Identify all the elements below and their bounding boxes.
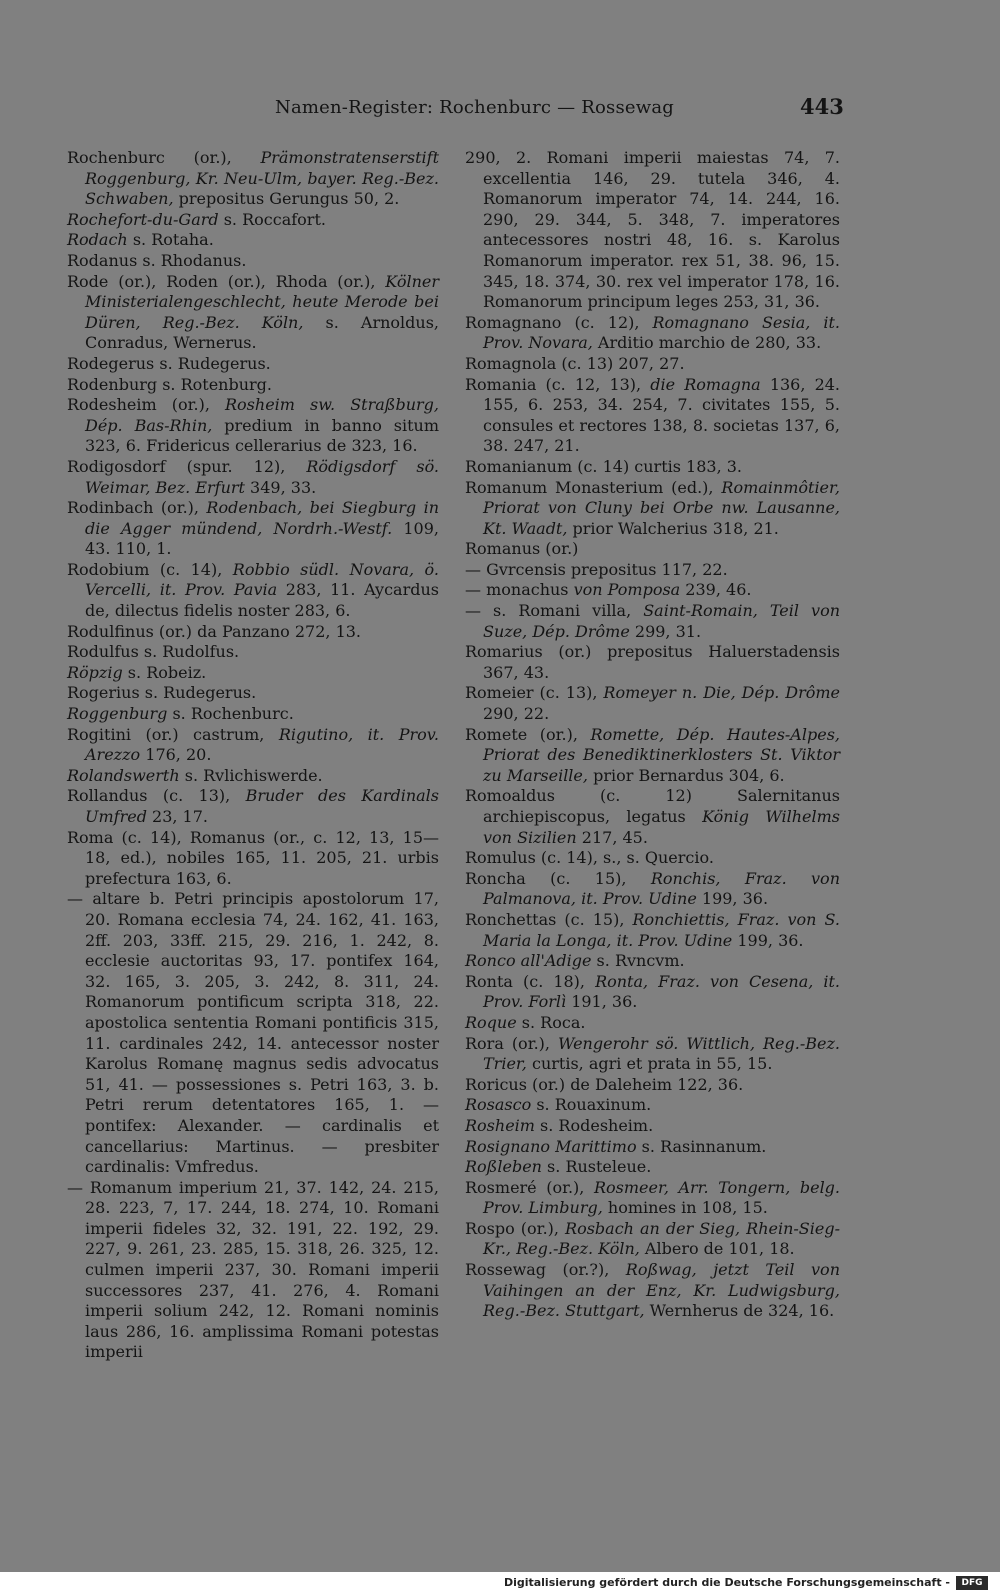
entry-gloss: Roßleben — [465, 1157, 542, 1177]
entry-text: Romeier (c. 13), — [465, 683, 604, 703]
entry-gloss: Ronchis, Fraz. von Palmanova, it. Prov. Udine — [483, 868, 840, 909]
entry-text: Rode (or.), Roden (or.), Rhoda (or.), — [67, 271, 386, 291]
index-entry — [465, 683, 840, 724]
index-entry — [465, 560, 840, 581]
entry-text: s. Rvlichiswerde. — [179, 765, 323, 785]
index-entry — [67, 663, 439, 684]
index-entry — [465, 1260, 840, 1322]
index-entry — [67, 683, 439, 704]
entry-gloss: Rodach — [67, 230, 128, 250]
index-entry — [465, 601, 840, 642]
index-entry — [465, 786, 840, 848]
entry-gloss: Romeyer n. Die, Dép. Drôme — [603, 683, 840, 703]
entry-gloss: Romainmôtier, Priorat von Cluny bei Orbe nw. Lausanne, Kt. Waadt, — [483, 477, 840, 538]
index-entry — [67, 498, 439, 560]
entry-text: 283, 11. Aycardus de, dilectus fidelis noster 283, 6. — [85, 580, 440, 621]
index-entry — [465, 1075, 840, 1096]
page-header — [0, 94, 1000, 127]
index-entry — [465, 354, 840, 375]
entry-text: s. Rochenburc. — [167, 704, 294, 724]
entry-text: Roma (c. 14), Romanus (or., c. 12, 13, 15—18, ed.), nobiles 165, 11. 205, 21. urbis prefectura 163, 6. — [67, 827, 439, 888]
index-entry — [465, 313, 840, 354]
entry-text: Rodinbach (or.), — [67, 498, 207, 518]
entry-text: Rogitini (or.) castrum, — [67, 724, 279, 744]
entry-gloss: die Romagna — [650, 374, 761, 394]
entry-text: 176, 20. — [140, 745, 212, 765]
entry-text: s. Rodesheim. — [534, 1115, 654, 1135]
index-entry — [67, 395, 439, 457]
entry-text: s. Rotaha. — [127, 230, 214, 250]
entry-gloss: Rosmeer, Arr. Tongern, belg. Prov. Limburg, — [483, 1177, 841, 1218]
entry-text: Rodulfinus (or.) da Panzano 272, 13. — [67, 621, 362, 641]
entry-text: Romanianum (c. 14) curtis 183, 3. — [465, 456, 743, 476]
index-entry — [67, 230, 439, 251]
index-entry — [465, 148, 840, 313]
index-entry — [465, 642, 840, 683]
entry-text: Romulus (c. 14), s., s. Quercio. — [465, 848, 714, 868]
entry-text: Albero de 101, 18. — [639, 1239, 795, 1259]
entry-text: Wernherus de 324, 16. — [644, 1301, 835, 1321]
index-entry — [465, 539, 840, 560]
entry-text: Romania (c. 12, 13), — [465, 374, 651, 394]
entry-text: 290, 22. — [483, 704, 550, 724]
entry-text: prepositus Gerungus 50, 2. — [173, 189, 400, 209]
entry-gloss: Röpzig — [67, 662, 123, 682]
entry-text: — s. Romani villa, — [465, 601, 644, 621]
entry-text: s. Roca. — [516, 1012, 586, 1032]
index-entry — [465, 1178, 840, 1219]
entry-text: s. Robeiz. — [122, 662, 207, 682]
entry-text: Romagnola (c. 13) 207, 27. — [465, 353, 685, 373]
entry-text: s. Rusteleue. — [541, 1157, 652, 1177]
entry-text: 217, 45. — [576, 827, 648, 847]
entry-text: 199, 36. — [732, 930, 804, 950]
funding-credit: Digitalisierung gefördert durch die Deutsche Forschungsgemeinschaft - — [503, 1576, 950, 1589]
entry-text: Rodanus s. Rhodanus. — [67, 250, 247, 270]
entry-text: Rora (or.), — [465, 1033, 558, 1053]
index-entry — [465, 1095, 840, 1116]
index-entry — [67, 1178, 439, 1363]
index-entry — [465, 951, 840, 972]
index-entry — [465, 580, 840, 601]
index-entry — [465, 972, 840, 1013]
entry-text: Rogerius s. Rudegerus. — [67, 683, 257, 703]
entry-text: Rodigosdorf (spur. 12), — [67, 456, 307, 476]
entry-gloss: Wengerohr sö. Wittlich, Reg.-Bez. Trier, — [483, 1033, 840, 1074]
entry-text: Romoaldus (c. 12) Salernitanus archiepiscopus, legatus — [465, 786, 840, 826]
entry-gloss: Roque — [465, 1012, 517, 1032]
index-entry — [67, 560, 439, 622]
entry-gloss: Saint-Romain, Teil von Suze, Dép. Drôme — [483, 601, 841, 641]
entry-text: Roncha (c. 15), — [465, 868, 651, 888]
index-entry — [465, 1157, 840, 1178]
entry-gloss: Rosheim sw. Straßburg, Dép. Bas-Rhin, — [85, 395, 439, 435]
entry-text: 299, 31. — [629, 621, 702, 641]
entry-text: — Gvrcensis prepositus 117, 22. — [465, 559, 728, 579]
entry-gloss: Rodenbach, bei Siegburg in die Agger mündend, Nordrh.-Westf. — [85, 498, 439, 538]
entry-gloss: Ronta, Fraz. von Cesena, it. Prov. Forlì — [483, 971, 841, 1012]
entry-gloss: König Wilhelms von Sizilien — [483, 807, 840, 847]
index-entry — [67, 766, 439, 787]
index-entry — [67, 272, 439, 354]
entry-text: 23, 17. — [146, 807, 208, 826]
footer-bar — [0, 1572, 1000, 1595]
entry-text: Rodesheim (or.), — [67, 395, 225, 415]
index-entry — [67, 889, 439, 1177]
entry-gloss: Romagnano Sesia, it. Prov. Novara, — [483, 312, 840, 353]
index-entry — [465, 478, 840, 540]
index-entry — [465, 910, 840, 951]
entry-text: prior Walcherius 318, 21. — [567, 518, 779, 538]
entry-text: Arditio marchio de 280, 33. — [592, 333, 822, 353]
index-entry — [465, 375, 840, 457]
index-entry — [67, 457, 439, 498]
index-entry — [67, 786, 439, 827]
index-entry — [465, 869, 840, 910]
entry-text: 239, 46. — [680, 580, 752, 600]
entry-gloss: Roggenburg — [67, 704, 168, 724]
entry-text: — altare b. Petri principis apostolorum 17, 20. Romana ecclesia 74, 24. 162, 41. 163, 2ff. 203, 33ff. 215, 29. 216, 1. 242, 8. ecclesie auctoritas 93, 17. pontifex 164, 32. 165, 3. 205, 3. 242, 8. 311, 24. Romanorum pontificum scripta 318, 22. apostolica sententia Romani pontificis 315, 11. cardinales 242, 14. antecessor noster Karolus Romanę magnus sedis advocatus 51, 41. — possessiones s. Petri 163, 3. b. Petri rerum detentatores 165, 1. — pontifex: Alexander. — cardinalis et cancellarius: Martinus. — presbiter cardinalis: Vmfredus. — [67, 889, 439, 1177]
entry-gloss: Rosbach an der Sieg, Rhein-Sieg-Kr., Reg.-Bez. Köln, — [483, 1218, 840, 1259]
entry-text: Ronchettas (c. 15), — [465, 909, 633, 929]
entry-text: Rollandus (c. 13), — [67, 786, 246, 806]
entry-text: homines in 108, 15. — [602, 1198, 768, 1218]
index-entry — [67, 725, 439, 766]
entry-text: 109, 43. 110, 1. — [85, 518, 439, 559]
index-entry — [465, 1034, 840, 1075]
entry-text: prior Bernardus 304, 6. — [587, 765, 785, 785]
entry-text: 290, 2. Romani imperii maiestas 74, 7. excellentia 146, 29. tutela 346, 4. Romanorum imperator 74, 14. 244, 16. 290, 29. 344, 5. 348, 7. imperatores antecessores nostri 48, 16. s. Karolus Romanorum imperator. rex 51, 38. 96, 15. 345, 18. 374, 30. rex vel imperator 178, 16. Romanorum principum leges 253, 31, 36. — [465, 148, 840, 312]
index-entry — [465, 1219, 840, 1260]
entry-gloss: Rosignano Marittimo — [465, 1136, 637, 1156]
entry-gloss: Rigutino, it. Prov. Arezzo — [85, 724, 440, 765]
entry-gloss: Rochefort-du-Gard — [67, 209, 219, 229]
index-entry — [67, 354, 439, 375]
entry-gloss: Romette, Dép. Hautes-Alpes, Priorat des Benediktinerklosters St. Viktor zu Marseille, — [483, 724, 840, 785]
entry-text: Rossewag (or.?), — [465, 1260, 626, 1280]
index-entry — [465, 1137, 840, 1158]
entry-text: Rodobium (c. 14), — [67, 559, 233, 579]
running-title: Namen-Register: Rochenburc — Rossewag — [275, 97, 675, 118]
index-entry — [465, 725, 840, 787]
index-entry — [67, 642, 439, 663]
entry-text: — Romanum imperium 21, 37. 142, 24. 215, 28. 223, 7, 17. 244, 18. 274, 10. Romani imperii fideles 32, 32. 191, 22. 192, 29. 227, 9. 261, 23. 285, 15. 318, 26. 325, 12. culmen imperii 237, 30. Romani imperii successores 237, 41. 276, 4. Romani imperii solium 242, 12. Romani nominis laus 286, 16. amplissima Romani potestas imperii — [67, 1177, 439, 1362]
page-number: 443 — [800, 94, 844, 119]
index-entry — [465, 1116, 840, 1137]
index-entry — [465, 457, 840, 478]
entry-text: Ronta (c. 18), — [465, 971, 596, 991]
entry-text: Rodenburg s. Rotenburg. — [67, 374, 273, 394]
entry-gloss: Bruder des Kardinals Umfred — [85, 786, 439, 826]
index-entry — [67, 210, 439, 231]
index-entry — [67, 828, 439, 890]
entry-text: s. Rasinnanum. — [636, 1136, 767, 1156]
entry-text: s. Arnoldus, Conradus, Wernerus. — [85, 312, 439, 353]
index-column-right — [465, 148, 840, 1322]
entry-text: Romarius (or.) prepositus Haluerstadensis 367, 43. — [465, 642, 840, 682]
entry-text: Rochenburc (or.), — [67, 148, 261, 167]
entry-text: 199, 36. — [696, 889, 769, 909]
entry-text: s. Rouaxinum. — [531, 1095, 652, 1115]
entry-text: predium in banno situm 323, 6. Fridericus cellerarius de 323, 16. — [85, 415, 439, 456]
entry-gloss: Rödigsdorf sö. Weimar, Bez. Erfurt — [85, 456, 440, 497]
entry-text: Rodulfus s. Rudolfus. — [67, 642, 240, 662]
entry-text: 191, 36. — [566, 992, 638, 1012]
entry-text: curtis, agri et prata in 55, 15. — [526, 1054, 773, 1074]
dfg-logo: DFG — [956, 1576, 988, 1590]
index-entry — [465, 1013, 840, 1034]
index-entry — [67, 148, 439, 210]
entry-gloss: von Pomposa — [573, 580, 681, 600]
entry-gloss: Rolandswerth — [67, 765, 180, 785]
entry-text: 136, 24. 155, 6. 253, 34. 254, 7. civitates 155, 5. consules et rectores 138, 8. societas 137, 6, 38. 247, 21. — [483, 374, 841, 456]
entry-gloss: Rosheim — [465, 1115, 535, 1135]
entry-gloss: Ronco all'Adige — [465, 951, 592, 971]
entry-text: s. Roccafort. — [218, 209, 326, 229]
index-column-left — [67, 148, 439, 1363]
entry-text: Rodegerus s. Rudegerus. — [67, 353, 271, 373]
entry-text: Romete (or.), — [465, 724, 591, 744]
index-entry — [67, 375, 439, 396]
entry-text: s. Rvncvm. — [591, 951, 685, 971]
index-entry — [67, 251, 439, 272]
entry-text: — monachus — [465, 580, 574, 600]
index-entry — [67, 704, 439, 725]
entry-text: Roricus (or.) de Daleheim 122, 36. — [465, 1074, 744, 1094]
entry-text: Romagnano (c. 12), — [465, 312, 653, 332]
entry-gloss: Ronchiettis, Fraz. von S. Maria la Longa, it. Prov. Udine — [483, 909, 840, 950]
index-entry — [465, 848, 840, 869]
entry-gloss: Rosasco — [465, 1095, 532, 1115]
entry-gloss: Robbio südl. Novara, ö. Vercelli, it. Prov. Pavia — [85, 559, 439, 600]
entry-text: Rosmeré (or.), — [465, 1177, 594, 1197]
entry-text: Romanum Monasterium (ed.), — [465, 477, 722, 497]
entry-gloss: Prämonstratenserstift Roggenburg, Kr. Neu-Ulm, bayer. Reg.-Bez. Schwaben, — [85, 148, 439, 209]
entry-gloss: Kölner Ministerialengeschlecht, heute Merode bei Düren, Reg.-Bez. Köln, — [85, 271, 439, 332]
index-entry — [67, 622, 439, 643]
entry-text: Rospo (or.), — [465, 1218, 566, 1238]
entry-text: Romanus (or.) — [465, 539, 579, 559]
entry-gloss: Roßwag, jetzt Teil von Vaihingen an der Enz, Kr. Ludwigsburg, Reg.-Bez. Stuttgart, — [483, 1260, 840, 1321]
entry-text: 349, 33. — [244, 477, 317, 497]
